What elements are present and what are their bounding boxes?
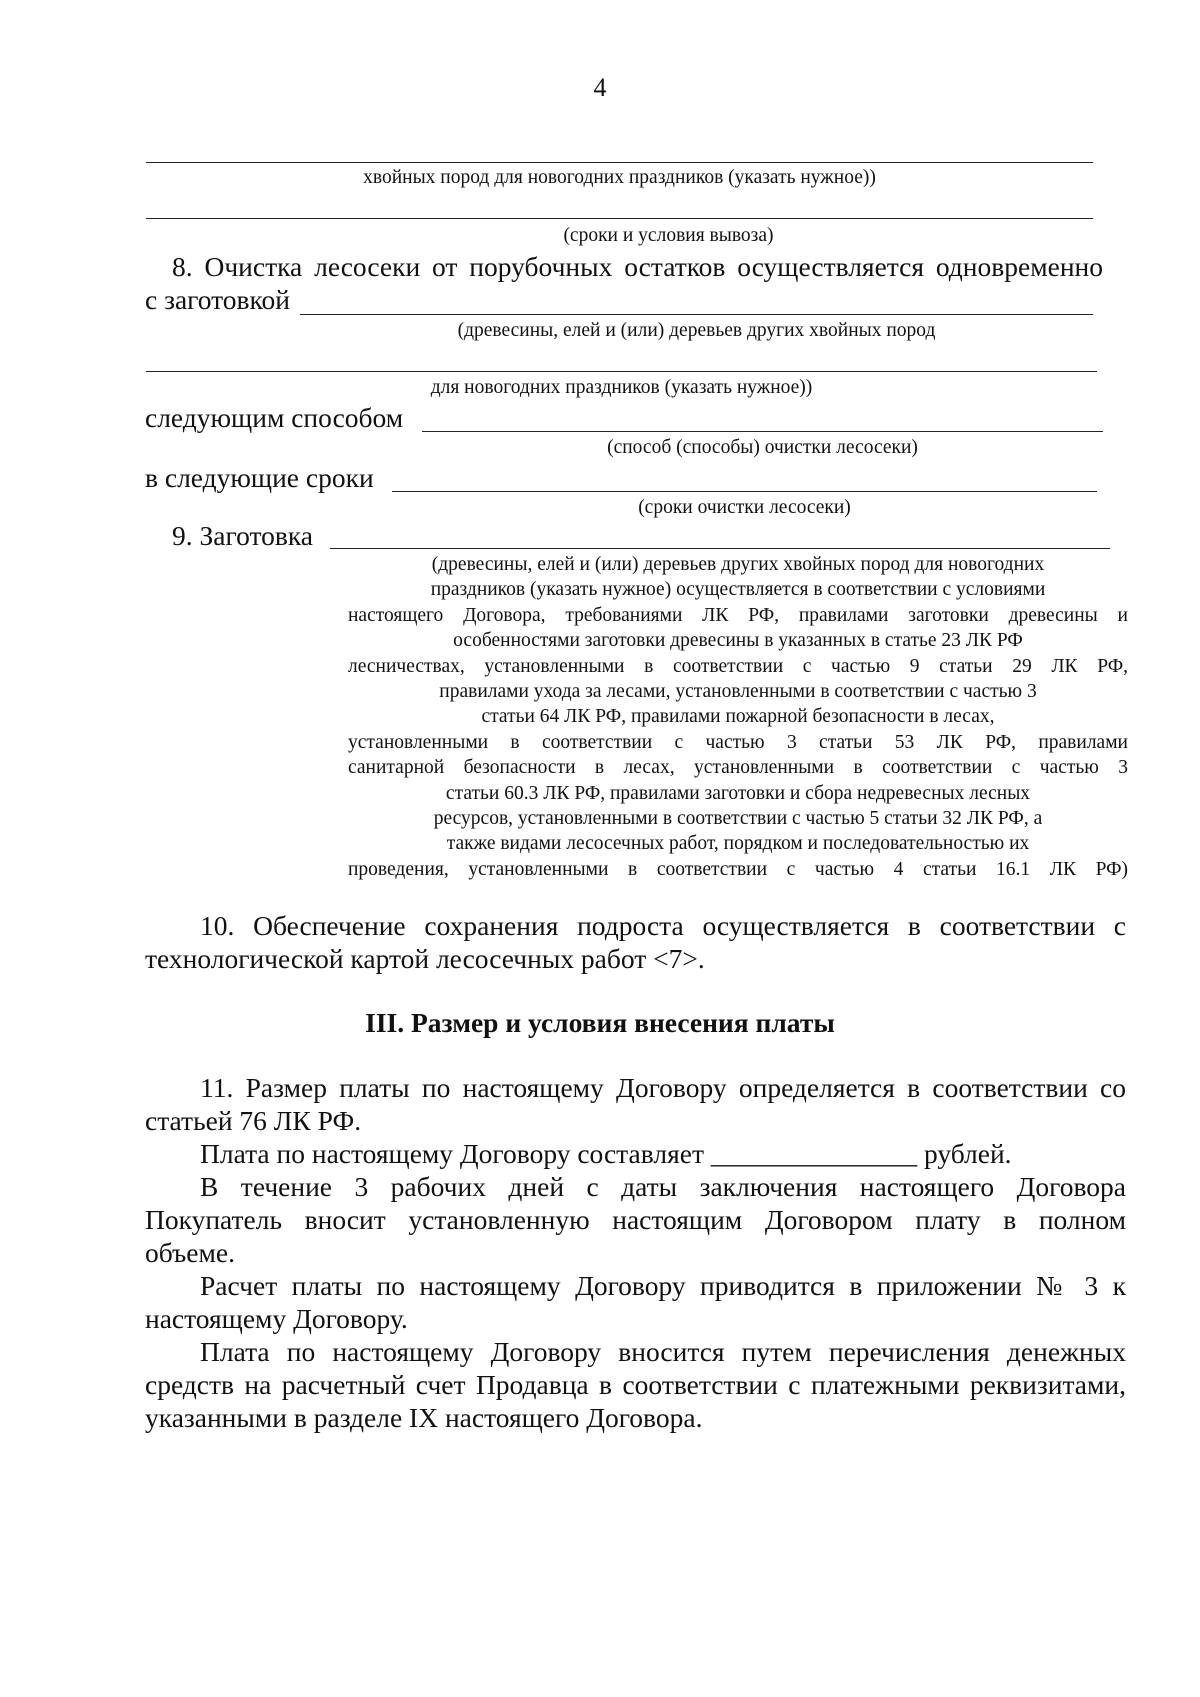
page-number: 4	[593, 73, 607, 102]
caption-cleaning-method: (способ (способы) очистки лесосеки)	[607, 437, 918, 458]
section-heading: III. Размер и условия внесения платы	[365, 1007, 835, 1038]
fill-line	[146, 371, 1097, 372]
item-9-line: особенностями заготовки древесины в указанных в статье 23 ЛК РФ	[453, 630, 1023, 652]
item-9-description	[348, 552, 1128, 882]
item-9-line: установленными в соответствии с частью 3 статьи 53 ЛК РФ, правилами	[348, 731, 1128, 753]
method-label: следующим способом	[145, 402, 404, 433]
item-10	[145, 909, 1126, 975]
item-9-line: (древесины, елей и (или) деревьев других хвойных пород для новогодних	[431, 554, 1045, 575]
item-10-line-1: 10. Обеспечение сохранения подроста осуществляется в соответствии с	[200, 910, 1126, 941]
item-11-line-2: статьей 76 ЛК РФ.	[145, 1105, 362, 1136]
item-9-line: статьи 60.3 ЛК РФ, правилами заготовки и сбора недревесных лесных	[445, 782, 1031, 804]
caption-removal-terms: (сроки и условия вывоза)	[563, 225, 774, 246]
caption-new-year: для новогодних праздников (указать нужное))	[430, 377, 813, 398]
fill-line	[300, 314, 1093, 315]
fill-line	[392, 491, 1097, 492]
term-payment-line-1: В течение 3 рабочих дней с даты заключения настоящего Договора	[200, 1171, 1126, 1202]
item-8-line-1: 8. Очистка лесосеки от порубочных остатков осуществляется одновременно	[172, 251, 1103, 282]
terms-label: в следующие сроки	[145, 462, 374, 493]
item-9-line: настоящего Договора, требованиями ЛК РФ, правилами заготовки древесины и	[348, 604, 1128, 626]
transfer-line-1: Плата по настоящему Договору вносится путем перечисления денежных	[200, 1336, 1126, 1367]
item-9-line: проведения, установленными в соответствии с частью 4 статьи 16.1 ЛК РФ)	[348, 858, 1128, 880]
transfer-line-2: средств на расчетный счет Продавца в соответствии с платежными реквизитами,	[145, 1369, 1126, 1400]
caption-conifer-holidays: хвойных пород для новогодних праздников (указать нужное))	[363, 167, 876, 188]
item-10-line-2: технологической картой лесосечных работ <7>.	[145, 943, 705, 974]
item-9-line: также видами лесосечных работ, порядком и последовательностью их	[446, 833, 1030, 855]
item-9-line: праздников (указать нужное) осуществляется в соответствии с условиями	[430, 579, 1046, 601]
item-9-line: лесничествах, установленными в соответствии с частью 9 статьи 29 ЛК РФ,	[348, 655, 1128, 677]
fill-line	[146, 162, 1093, 163]
item-9-label: 9. Заготовка	[172, 520, 314, 551]
item-9-line: правилами ухода за лесами, установленными в соответствии с частью 3	[439, 681, 1037, 703]
item-11-line-1: 11. Размер платы по настоящему Договору определяется в соответствии со	[200, 1072, 1126, 1103]
caption-wood-type: (древесины, елей и (или) деревьев других хвойных пород	[457, 320, 936, 341]
item-9-line: санитарной безопасности в лесах, установленными в соответствии с частью 3	[348, 757, 1128, 779]
fill-line	[422, 431, 1103, 432]
item-8-line-2: с заготовкой	[145, 284, 290, 315]
term-payment-line-2: Покупатель вносит установленную настоящим Договором плату в полном	[145, 1204, 1126, 1235]
calc-line-1: Расчет платы по настоящему Договору приводится в приложении № 3 к	[200, 1270, 1126, 1301]
fill-line	[146, 218, 1093, 219]
item-11	[145, 1071, 1126, 1434]
payment-amount: Плата по настоящему Договору составляет _______________ рублей.	[200, 1138, 1012, 1169]
transfer-line-3: указанными в разделе IX настоящего Договора.	[145, 1402, 703, 1433]
term-payment-line-3: объеме.	[145, 1237, 235, 1268]
caption-cleaning-terms: (сроки очистки лесосеки)	[638, 497, 851, 518]
item-9-line: статьи 64 ЛК РФ, правилами пожарной безопасности в лесах,	[481, 706, 995, 728]
item-9-line: ресурсов, установленными в соответствии с частью 5 статьи 32 ЛК РФ, а	[433, 808, 1043, 830]
fill-line	[330, 548, 1110, 549]
calc-line-2: настоящему Договору.	[145, 1303, 408, 1334]
